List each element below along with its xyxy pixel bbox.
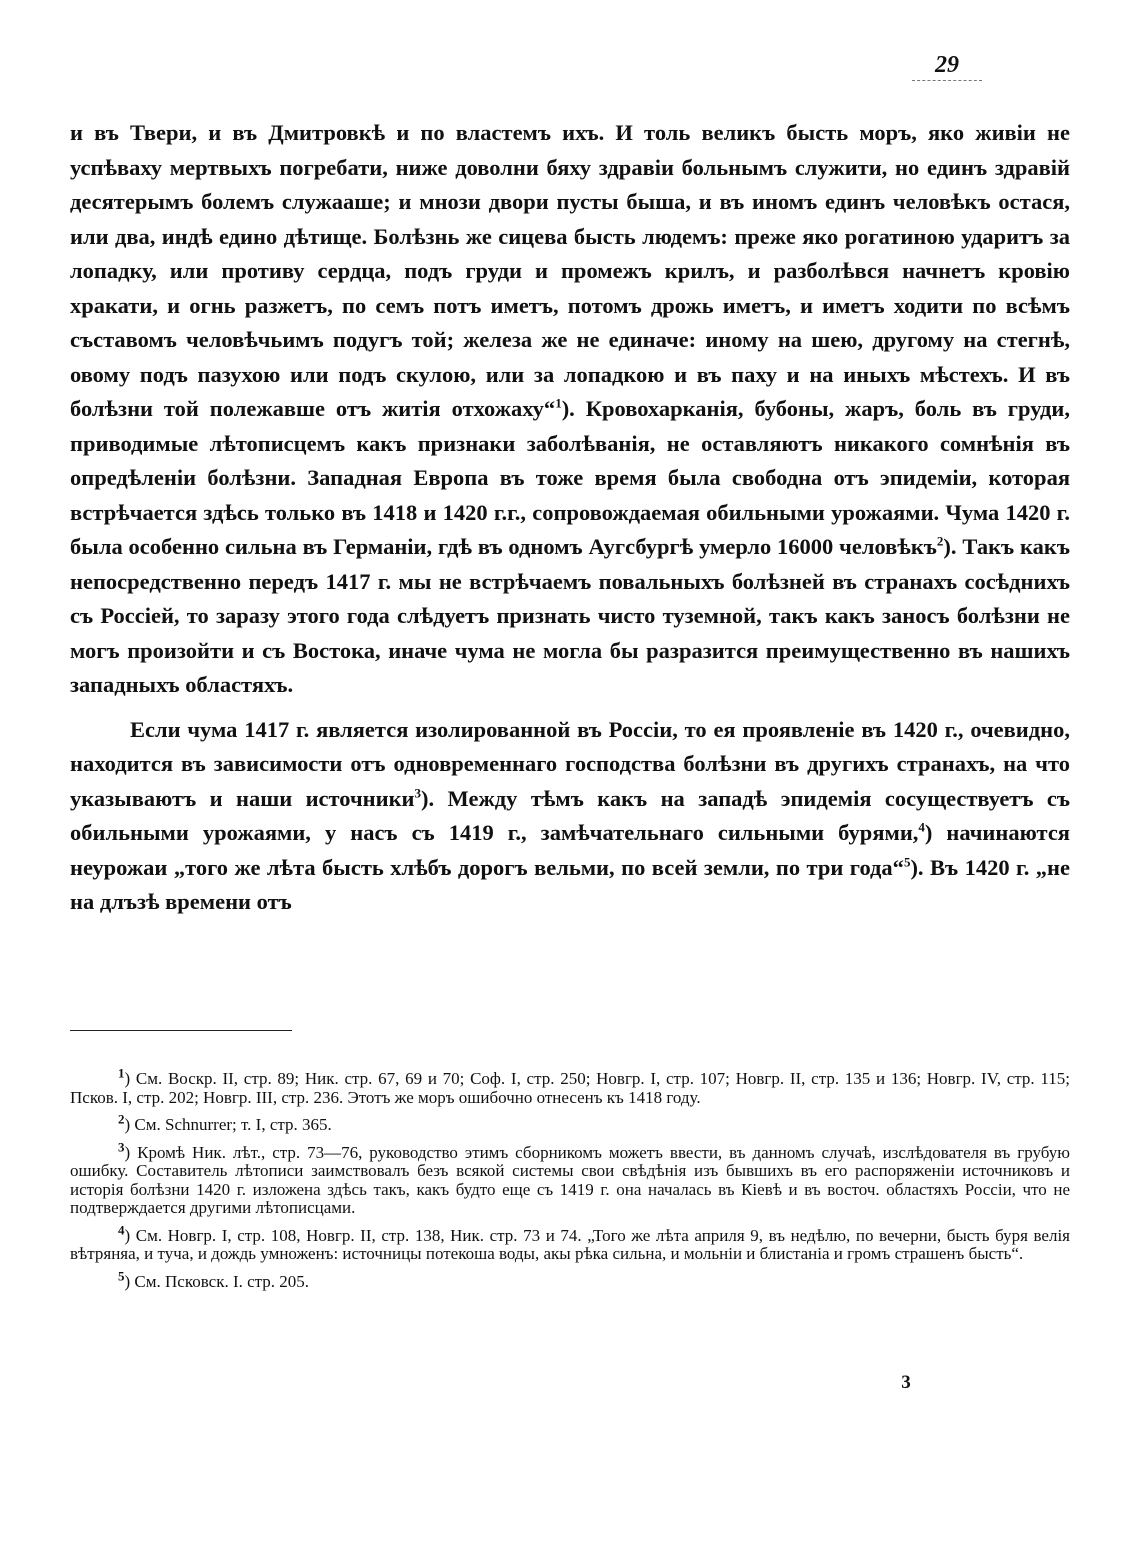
paragraph-2 bbox=[70, 713, 1070, 920]
footnote-text: ) Кромѣ Ник. лѣт., стр. 73—76, руководство этимъ сборникомъ можетъ ввести, въ данномъ случаѣ, изслѣдователя въ грубую ошибку. Составитель лѣтописи заимствовалъ безъ всякой системы свои свѣдѣнія изъ бывшихъ въ его распоряженіи источниковъ и исторія болѣзни 1420 г. изложена здѣсь такъ, какъ будто еще съ 1419 г. она началась въ Кіевѣ и въ восточ. областяхъ Россіи, что не подтверждается другими лѣтописцами. bbox=[70, 1142, 1070, 1217]
footnote-marker: 2 bbox=[118, 1111, 125, 1127]
footnote-marker: 1 bbox=[118, 1065, 125, 1081]
footnote bbox=[70, 1111, 1070, 1135]
footnote-ref-2: 2 bbox=[936, 533, 944, 549]
footnote bbox=[70, 1221, 1070, 1264]
footnote-marker: 3 bbox=[118, 1138, 125, 1154]
paragraph-1-part-2: ). Кровохарканія, бубоны, жаръ, боль въ груди, приводимые лѣтописцемъ какъ признаки заболѣванія, не оставляютъ никакого сомнѣнія въ опредѣленіи болѣзни. Западная Европа въ тоже время была свободна отъ эпидеміи, которая встрѣчается здѣсь только въ 1418 и 1420 г.г., сопровождаемая обильными урожаями. Чума 1420 г. была особенно сильна въ Германіи, гдѣ въ одномъ Аугсбургѣ умерло 16000 человѣкъ bbox=[70, 396, 1070, 559]
footnotes bbox=[70, 1065, 1070, 1300]
footnote-ref-1: 1 bbox=[555, 395, 562, 411]
footnote-ref-5: 5 bbox=[903, 854, 911, 869]
footnote bbox=[70, 1267, 1070, 1292]
footnote-divider bbox=[70, 1030, 292, 1031]
paragraph-2-part-4: ). Въ 1420 г. „не на длъзѣ времени отъ bbox=[70, 854, 1070, 914]
footnote-marker: 4 bbox=[118, 1221, 125, 1237]
footnote-text: ) См. Воскр. II, стр. 89; Ник. стр. 67, 69 и 70; Соф. I, стр. 250; Новгр. I, стр. 107; Новгр. II, стр. 135 и 136; Новгр. IV, стр. 115; Псков. I, стр. 202; Новгр. III, стр. 236. Этотъ же моръ ошибочно отнесенъ къ 1418 году. bbox=[70, 1069, 1070, 1107]
footnote bbox=[70, 1065, 1070, 1107]
paragraph-2-part-1: Если чума 1417 г. является изолированной въ Россіи, то ея проявленіе въ 1420 г., очевидно, находится въ зависимости отъ одновременнаго господства болѣзни въ другихъ странахъ, на что указываютъ и наши источники bbox=[70, 716, 1070, 811]
footnote-ref-4: 4 bbox=[918, 819, 925, 835]
signature-mark: 3 bbox=[901, 1372, 911, 1393]
footnote-text: ) См. Псковск. I. стр. 205. bbox=[124, 1271, 310, 1291]
paragraph-1 bbox=[70, 116, 1070, 703]
paragraph-1-part-1: и въ Твери, и въ Дмитровкѣ и по властемъ ихъ. И толь великъ бысть моръ, яко живіи не успѣваху мертвыхъ погребати, ниже доволни бяху здравіи больнымъ служити, но единъ здравій десятерымъ болемъ служааше; и мнози двори пусты быша, и въ иномъ единъ человѣкъ остася, или два, индѣ едино дѣтище. Болѣзнь же сицева бысть людемъ: преже яко рогатиною ударитъ за лопадку, или противу сердца, подъ груди и промежъ крилъ, и разболѣвся начнетъ кровію хракати, и огнь разжетъ, по семъ потъ иметъ, потомъ дрожь иметъ, и иметъ ходити по всѣмъ съставомъ человѣчьимъ подугъ той; железа же не единаче: иному на шею, другому на стегнѣ, овому подъ пазухою или подъ скулою, или за лопадкою и въ паху и на иныхъ мѣстехъ. И въ болѣзни той полежавше отъ житія отхожаху“ bbox=[70, 120, 1070, 421]
footnote-ref-3: 3 bbox=[414, 785, 421, 800]
main-text bbox=[70, 116, 1070, 920]
paragraph-2-part-2: ). Между тѣмъ какъ на западѣ эпидемія сосуществуетъ съ обильными урожаями, у насъ съ 1419 г., замѣчательнаго сильными бурями, bbox=[70, 785, 1070, 845]
paragraph-2-part-3: ) начинаются неурожаи „того же лѣта бысть хлѣбъ дорогъ вельми, по всей земли, по три года“ bbox=[70, 820, 1070, 880]
footnote-text: ) См. Schnurrer; т. I, стр. 365. bbox=[124, 1115, 332, 1134]
footnote-text: ) См. Новгр. I, стр. 108, Новгр. II, стр. 138, Ник. стр. 73 и 74. „Того же лѣта априля 9, въ недѣлю, по вечерни, бысть буря велія вѣтряняа, и туча, и дождь умноженъ: источницы потекоша воды, акы рѣка сильна, и мольніи и блистаніа и громъ страшенъ бысть“. bbox=[70, 1225, 1070, 1263]
page-number: 29 bbox=[912, 50, 982, 81]
footnote-marker: 5 bbox=[118, 1267, 125, 1283]
paragraph-1-part-3: ). Такъ какъ непосредственно передъ 1417 г. мы не встрѣчаемъ повальныхъ болѣзней въ странахъ сосѣднихъ съ Россіей, то заразу этого года слѣдуетъ признать чисто туземной, такъ какъ заносъ болѣзни не могъ произойти и съ Востока, иначе чума не могла бы разразится преимущественно въ нашихъ западныхъ областяхъ. bbox=[70, 534, 1070, 697]
footnote bbox=[70, 1138, 1070, 1218]
